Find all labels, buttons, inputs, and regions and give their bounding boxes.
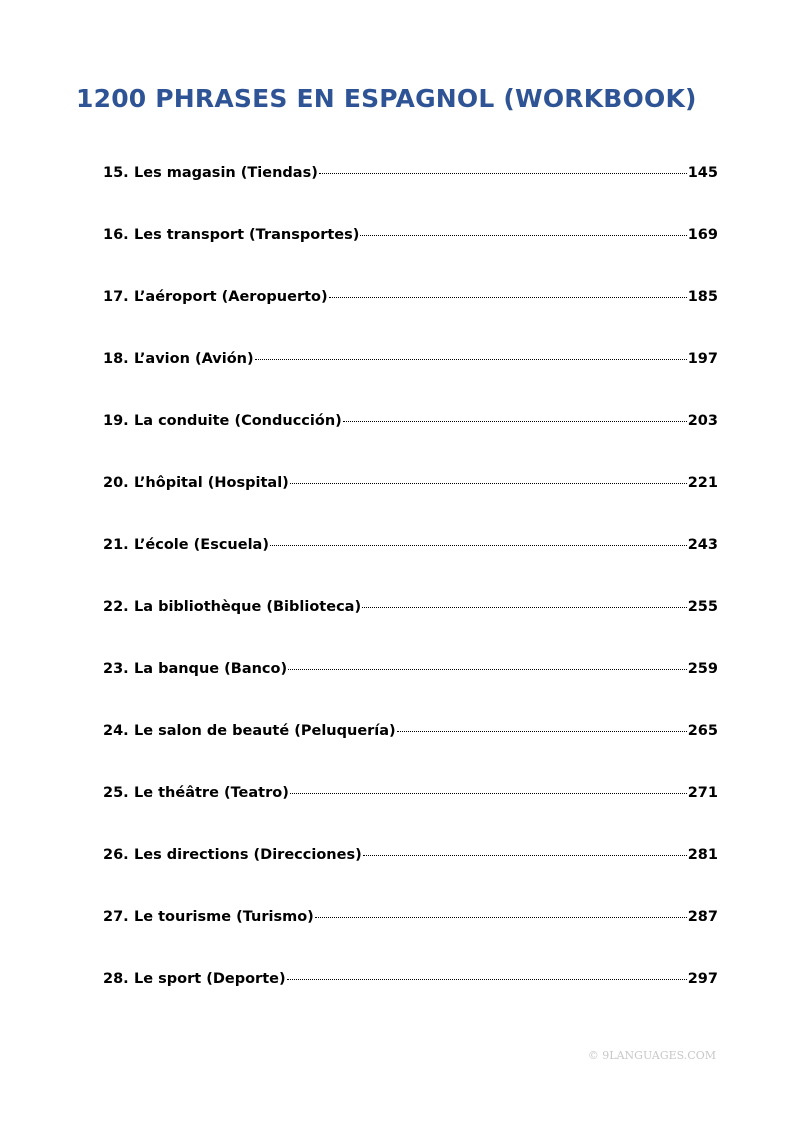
toc-entry-22[interactable] — [103, 596, 718, 658]
dot-leader — [360, 235, 686, 236]
toc-entry-23[interactable] — [103, 658, 718, 720]
dot-leader — [270, 545, 687, 546]
toc-entry-16[interactable] — [103, 224, 718, 286]
toc-entry-number: 23. — [103, 661, 129, 677]
toc-entry-label: L’hôpital (Hospital) — [134, 475, 289, 491]
dot-leader — [362, 607, 687, 608]
toc-entry-17[interactable] — [103, 286, 718, 348]
toc-entry-page: 221 — [687, 475, 718, 491]
toc-entry-number: 21. — [103, 537, 129, 553]
toc-entry-page: 271 — [687, 785, 718, 801]
dot-leader — [319, 173, 687, 174]
dot-leader — [343, 421, 687, 422]
toc-entry-page: 185 — [687, 289, 718, 305]
dot-leader — [288, 669, 687, 670]
toc-entry-number: 27. — [103, 909, 129, 925]
toc-entry-number: 25. — [103, 785, 129, 801]
toc-entry-number: 17. — [103, 289, 129, 305]
toc-entry-19[interactable] — [103, 410, 718, 472]
toc-entry-page: 259 — [687, 661, 718, 677]
toc-entry-15[interactable] — [103, 162, 718, 224]
toc-entry-number: 15. — [103, 165, 129, 181]
toc-entry-number: 20. — [103, 475, 129, 491]
toc-entry-label: L’avion (Avión) — [134, 351, 254, 367]
dot-leader — [287, 979, 687, 980]
toc-entry-label: La banque (Banco) — [134, 661, 288, 677]
dot-leader — [363, 855, 687, 856]
toc-entry-label: La bibliothèque (Biblioteca) — [134, 599, 362, 615]
toc-entry-28[interactable] — [103, 968, 718, 1030]
toc-entry-label: Les magasin (Tiendas) — [134, 165, 318, 181]
dot-leader — [329, 297, 687, 298]
toc-entry-page: 203 — [687, 413, 718, 429]
toc-entry-25[interactable] — [103, 782, 718, 844]
toc-entry-number: 18. — [103, 351, 129, 367]
toc-entry-page: 243 — [687, 537, 718, 553]
toc-entry-page: 169 — [687, 227, 718, 243]
dot-leader — [255, 359, 687, 360]
toc-entry-21[interactable] — [103, 534, 718, 596]
toc-entry-label: L’aéroport (Aeropuerto) — [134, 289, 328, 305]
table-of-contents — [103, 162, 718, 1030]
toc-entry-page: 255 — [687, 599, 718, 615]
toc-entry-number: 24. — [103, 723, 129, 739]
dot-leader — [397, 731, 687, 732]
toc-entry-page: 265 — [687, 723, 718, 739]
document-title: 1200 PHRASES EN ESPAGNOL (WORKBOOK) — [76, 84, 697, 113]
toc-entry-page: 281 — [687, 847, 718, 863]
dot-leader — [290, 483, 687, 484]
dot-leader — [290, 793, 687, 794]
toc-entry-26[interactable] — [103, 844, 718, 906]
toc-entry-24[interactable] — [103, 720, 718, 782]
toc-entry-number: 28. — [103, 971, 129, 987]
toc-entry-20[interactable] — [103, 472, 718, 534]
toc-entry-page: 145 — [687, 165, 718, 181]
toc-entry-label: Les directions (Direcciones) — [134, 847, 362, 863]
toc-entry-label: La conduite (Conducción) — [134, 413, 342, 429]
toc-entry-page: 297 — [687, 971, 718, 987]
toc-entry-27[interactable] — [103, 906, 718, 968]
toc-entry-number: 16. — [103, 227, 129, 243]
toc-entry-number: 19. — [103, 413, 129, 429]
toc-entry-number: 22. — [103, 599, 129, 615]
copyright-watermark: © 9LANGUAGES.COM — [587, 1049, 716, 1062]
toc-entry-page: 197 — [687, 351, 718, 367]
toc-entry-label: Les transport (Transportes) — [134, 227, 360, 243]
toc-entry-label: Le salon de beauté (Peluquería) — [134, 723, 396, 739]
toc-entry-label: L’école (Escuela) — [134, 537, 269, 553]
toc-entry-label: Le théâtre (Teatro) — [134, 785, 289, 801]
toc-entry-page: 287 — [687, 909, 718, 925]
toc-entry-18[interactable] — [103, 348, 718, 410]
toc-entry-label: Le tourisme (Turismo) — [134, 909, 314, 925]
toc-entry-label: Le sport (Deporte) — [134, 971, 286, 987]
dot-leader — [315, 917, 687, 918]
toc-entry-number: 26. — [103, 847, 129, 863]
